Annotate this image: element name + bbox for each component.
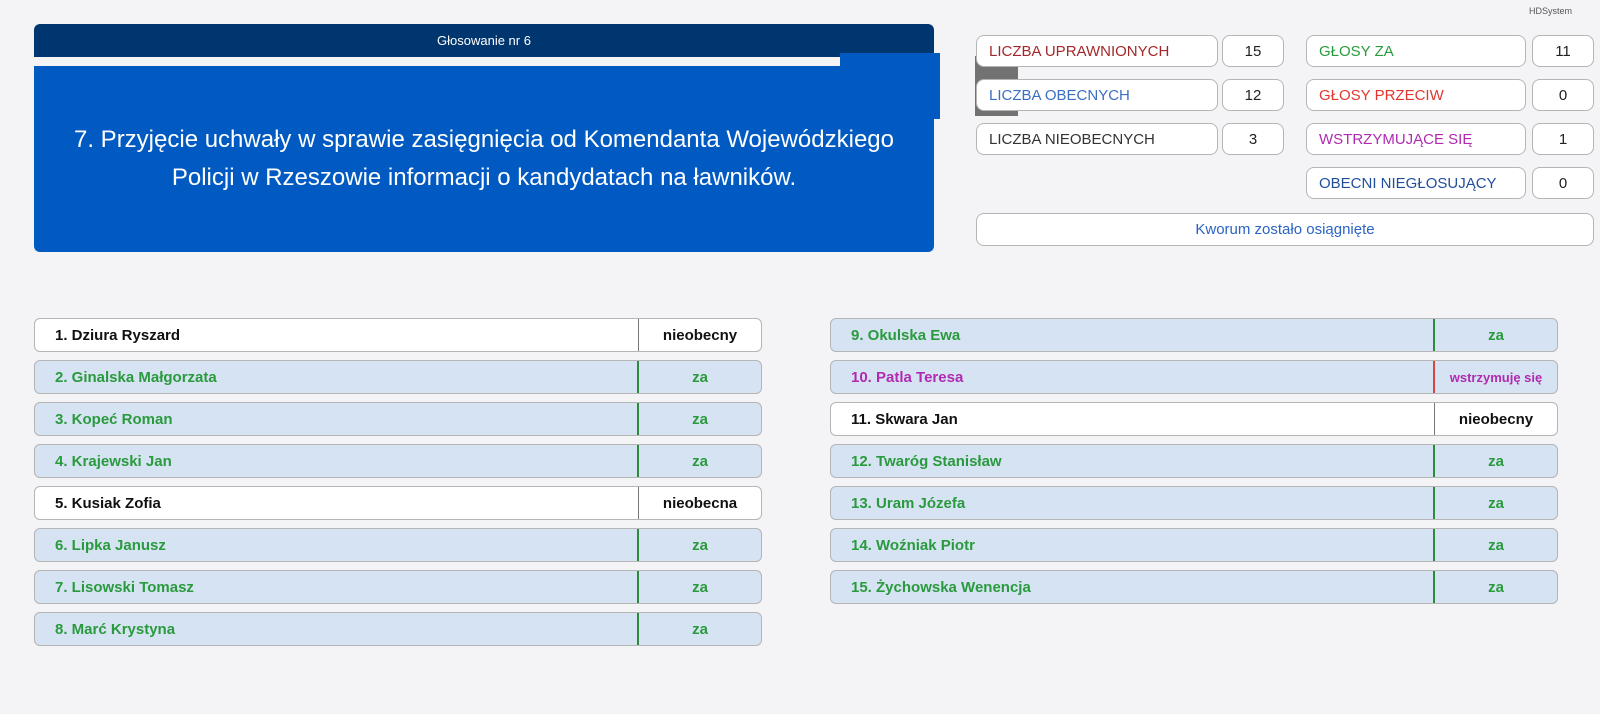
- not-voting-value: 0: [1532, 167, 1594, 199]
- councillor-row: [34, 528, 762, 562]
- present-count-label: LICZBA OBECNYCH: [976, 79, 1218, 111]
- councillor-vote: nieobecny: [1434, 403, 1557, 435]
- councillor-name: 4. Krajewski Jan: [55, 452, 172, 470]
- absent-count-label: LICZBA NIEOBECNYCH: [976, 123, 1218, 155]
- votes-for-label: GŁOSY ZA: [1306, 35, 1526, 67]
- quorum-status: Kworum zostało osiągnięte: [976, 213, 1594, 246]
- councillor-row: [830, 402, 1558, 436]
- councillor-name: 1. Dziura Ryszard: [55, 326, 181, 344]
- councillor-row: [830, 444, 1558, 478]
- councillor-name: 9. Okulska Ewa: [851, 326, 961, 344]
- vote-title: Głosowanie nr 6: [34, 24, 934, 57]
- councillor-name: 15. Żychowska Wenencja: [851, 578, 1031, 596]
- councillor-row: [830, 570, 1558, 604]
- councillor-row: [34, 486, 762, 520]
- absent-count-value: 3: [1222, 123, 1284, 155]
- councillor-row: [830, 486, 1558, 520]
- councillor-row: [34, 444, 762, 478]
- councillor-vote: za: [1433, 571, 1557, 603]
- councillor-vote: za: [637, 361, 761, 393]
- councillor-vote: nieobecna: [638, 487, 761, 519]
- councillor-name: 10. Patla Teresa: [851, 368, 964, 386]
- councillor-vote: za: [637, 613, 761, 645]
- present-count-value: 12: [1222, 79, 1284, 111]
- councillor-vote: nieobecny: [638, 319, 761, 351]
- councillor-vote: za: [1433, 445, 1557, 477]
- councillor-row: [830, 360, 1558, 394]
- brand-label: HDSystem: [1528, 6, 1572, 16]
- councillor-name: 14. Woźniak Piotr: [851, 536, 975, 554]
- video-overlay-block: [840, 53, 940, 119]
- eligible-count-label: LICZBA UPRAWNIONYCH: [976, 35, 1218, 67]
- votes-for-value: 11: [1532, 35, 1594, 67]
- councillor-row: [34, 612, 762, 646]
- councillor-name: 13. Uram Józefa: [851, 494, 966, 512]
- councillor-name: 11. Skwara Jan: [851, 410, 958, 428]
- abstain-value: 1: [1532, 123, 1594, 155]
- eligible-count-value: 15: [1222, 35, 1284, 67]
- councillor-row: [34, 570, 762, 604]
- votes-against-value: 0: [1532, 79, 1594, 111]
- councillor-vote: za: [637, 403, 761, 435]
- votes-against-label: GŁOSY PRZECIW: [1306, 79, 1526, 111]
- councillor-vote: za: [1433, 529, 1557, 561]
- councillor-name: 8. Marć Krystyna: [55, 620, 176, 638]
- councillor-row: [34, 402, 762, 436]
- councillor-name: 12. Twaróg Stanisław: [851, 452, 1002, 470]
- councillor-row: [34, 360, 762, 394]
- agenda-topic: 7. Przyjęcie uchwały w sprawie zasięgnięcia od Komendanta Wojewódzkiego Policji w Rzeszowie informacji o kandydatach na ławników.: [34, 66, 934, 252]
- councillor-vote: za: [1433, 487, 1557, 519]
- councillor-name: 3. Kopeć Roman: [55, 410, 173, 428]
- councillor-name: 6. Lipka Janusz: [55, 536, 166, 554]
- councillor-name: 7. Lisowski Tomasz: [55, 578, 194, 596]
- councillor-vote: za: [637, 529, 761, 561]
- not-voting-label: OBECNI NIEGŁOSUJĄCY: [1306, 167, 1526, 199]
- councillor-row: [830, 528, 1558, 562]
- councillor-vote: za: [637, 571, 761, 603]
- abstain-label: WSTRZYMUJĄCE SIĘ: [1306, 123, 1526, 155]
- councillor-name: 2. Ginalska Małgorzata: [55, 368, 217, 386]
- councillor-row: [34, 318, 762, 352]
- councillor-vote: za: [1433, 319, 1557, 351]
- councillor-name: 5. Kusiak Zofia: [55, 494, 161, 512]
- councillor-vote: wstrzymuję się: [1433, 361, 1557, 393]
- councillor-vote: za: [637, 445, 761, 477]
- councillor-row: [830, 318, 1558, 352]
